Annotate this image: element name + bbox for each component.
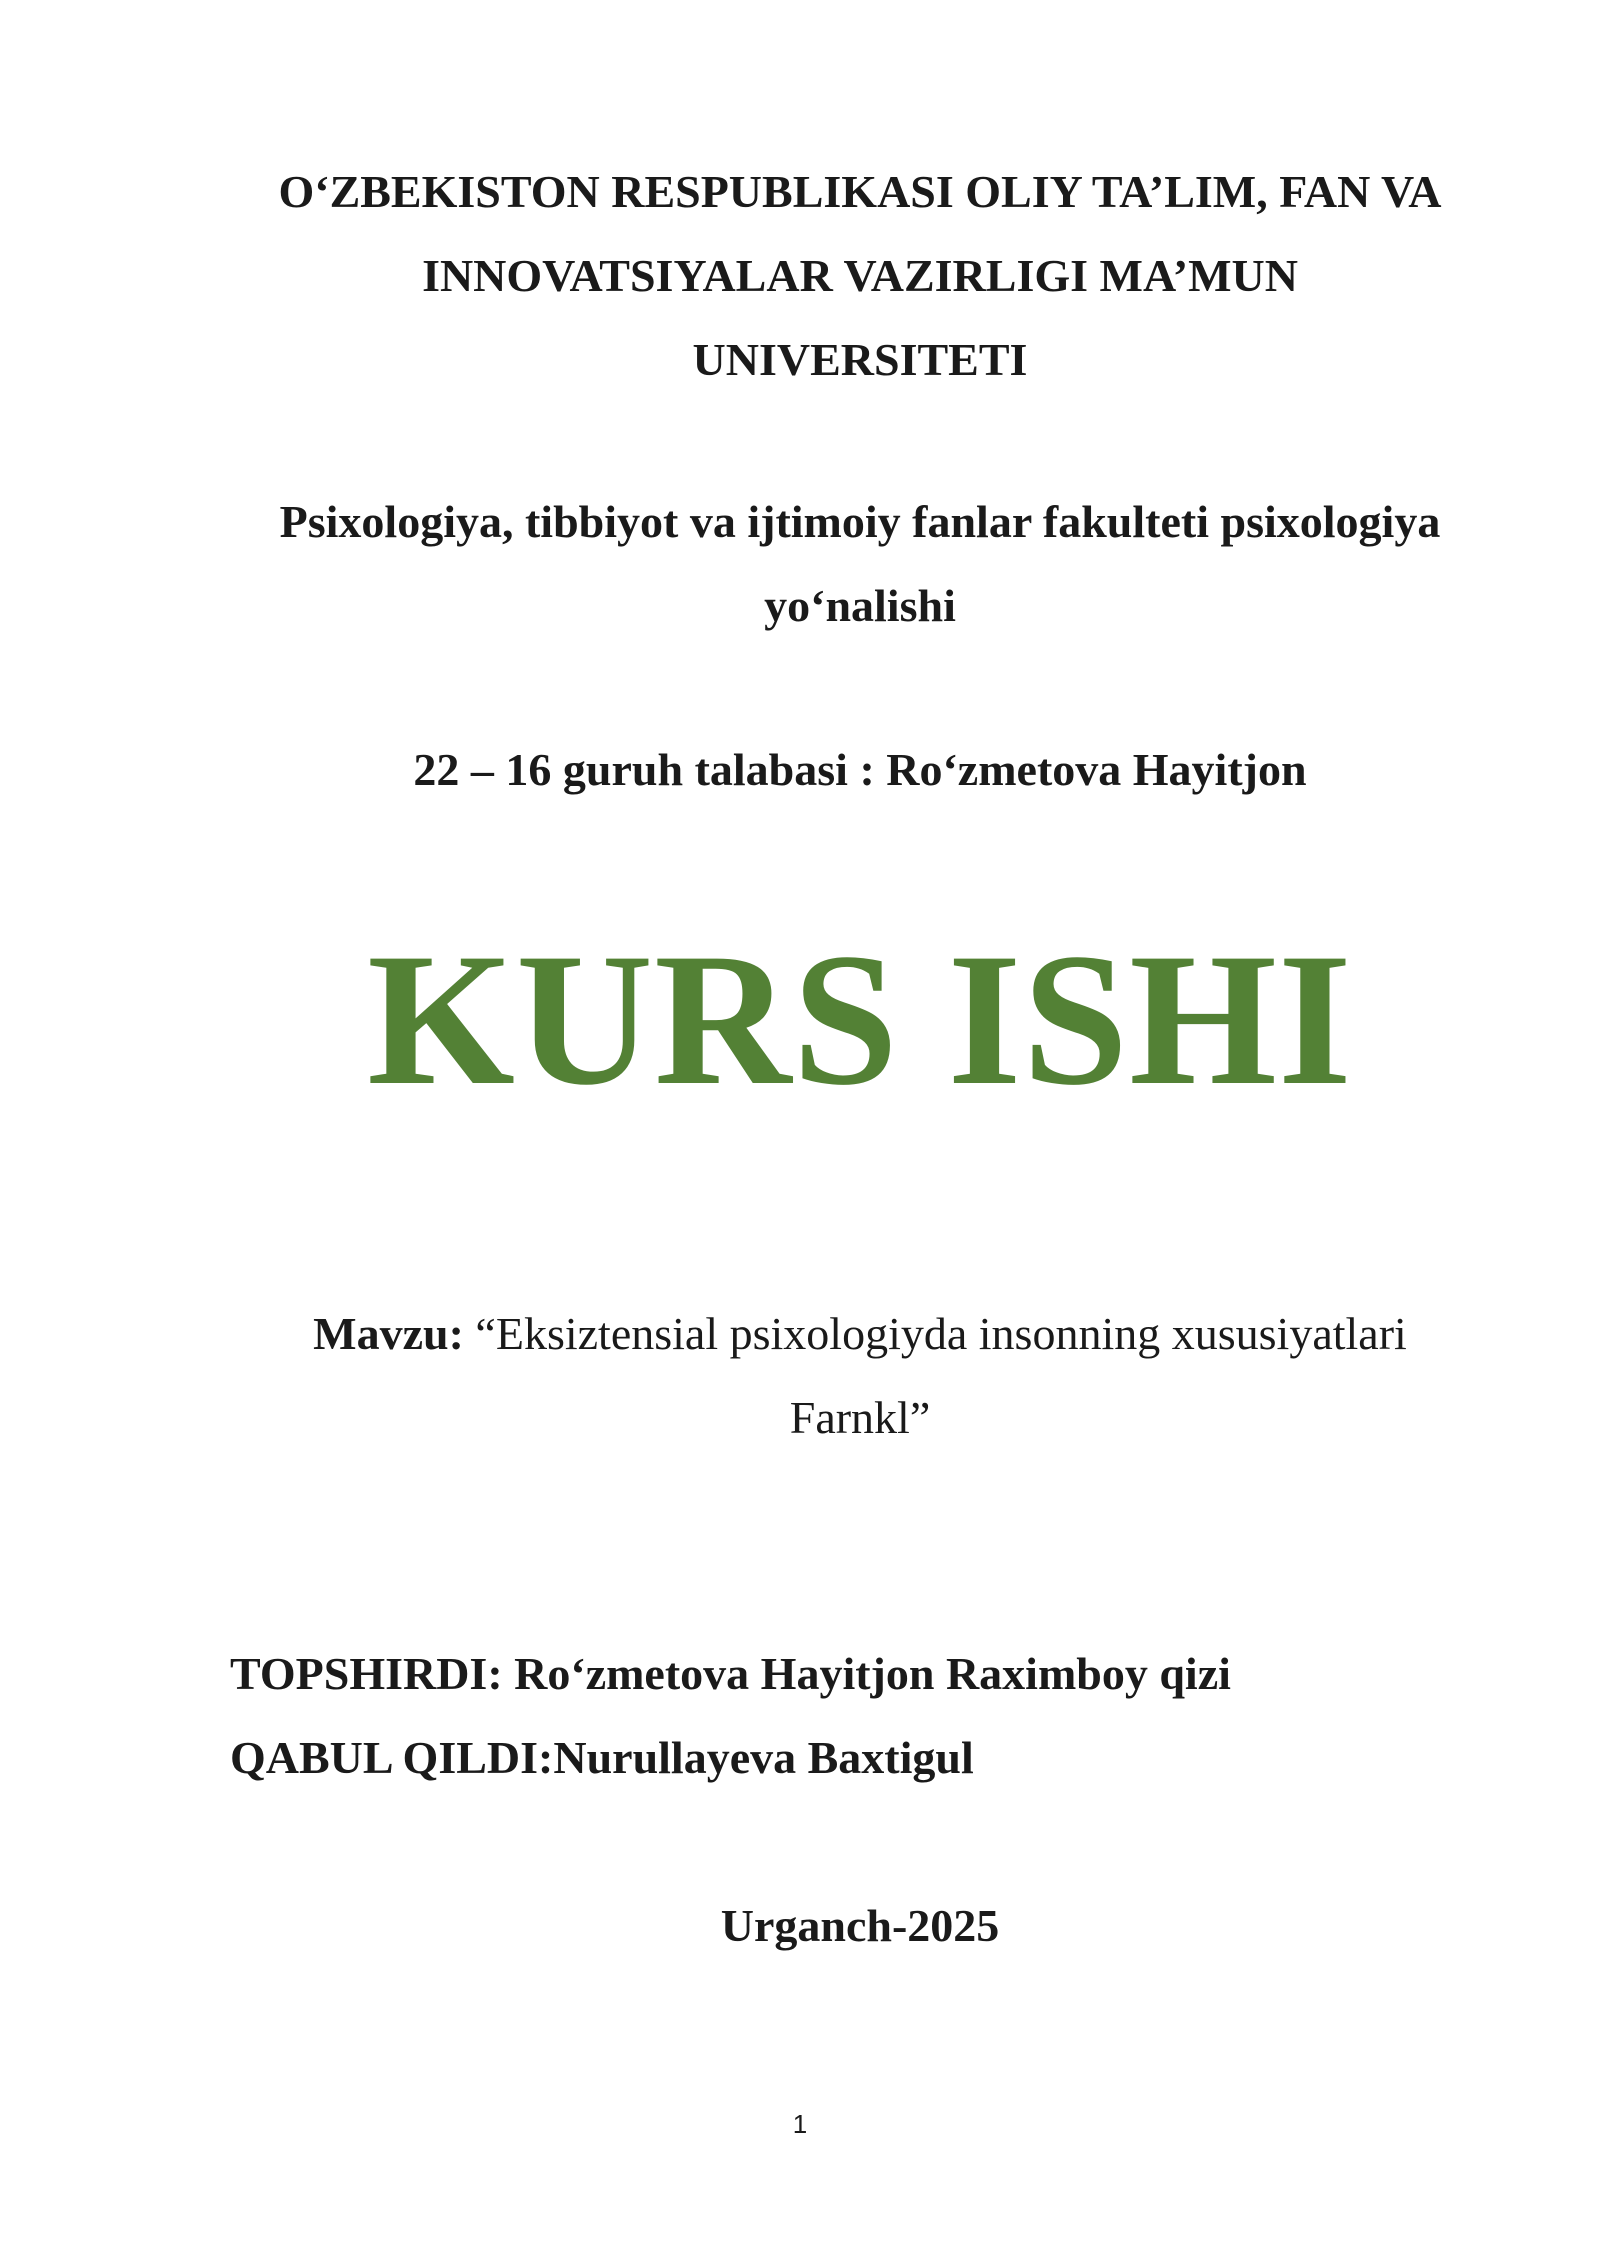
topic-text-2: Farnkl” [789,1392,931,1443]
document-title: KURS ISHI [367,915,1353,1125]
submitted-by: TOPSHIRDI: Ro‘zmetova Hayitjon Raximboy qizi [230,1648,1231,1699]
faculty-line-1: Psixologiya, tibbiyot va ijtimoiy fanlar fakulteti psixologiya [279,496,1441,547]
page-number: 1 [792,2109,808,2139]
topic-text-1: “Eksiztensial psixologiyda insonning xususiyatlari [463,1308,1407,1359]
faculty-heading [230,480,1490,648]
ministry-line-1: O‘ZBEKISTON RESPUBLIKASI OLIY TA’LIM, FAN VA [278,166,1442,217]
accepted-by: QABUL QILDI:Nurullayeva Baxtigul [230,1732,974,1783]
topic-line-1 [230,1292,1490,1376]
city-year: Urganch-2025 [720,1900,1000,1951]
ministry-line-2: INNOVATSIYALAR VAZIRLIGI MA’MUN [422,250,1298,301]
student-group-line: 22 – 16 guruh talabasi : Ro‘zmetova Hayitjon [413,744,1307,795]
ministry-heading [230,150,1490,402]
ministry-line-3: UNIVERSITETI [692,334,1028,385]
topic-label: Mavzu: [313,1308,464,1359]
faculty-line-2: yo‘nalishi [764,580,956,631]
topic [230,1292,1490,1460]
